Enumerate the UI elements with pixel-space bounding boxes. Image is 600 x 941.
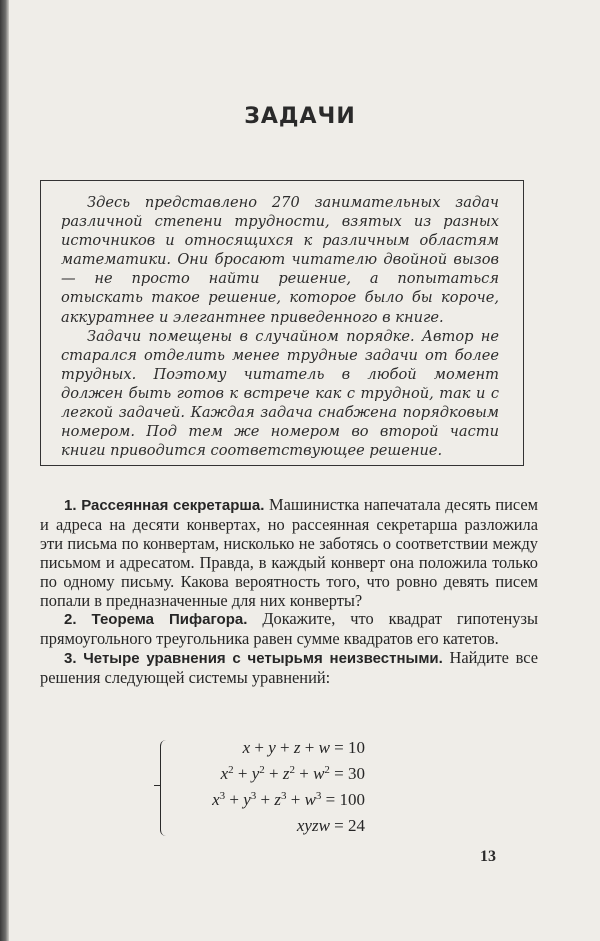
equation-3-rhs: 100: [339, 790, 365, 809]
equation-1-rhs: 10: [348, 738, 365, 757]
equation-2-rhs: 30: [348, 764, 365, 783]
problem-3-title: 3. Четыре уравнения с четырьмя неизвестными.: [64, 650, 443, 668]
page-number: 13: [480, 848, 496, 865]
page-heading: ЗАДАЧИ: [244, 104, 356, 129]
intro-paragraph-2: Задачи помещены в случайном порядке. Автор не старался отделить менее трудные задачи от более трудных. Поэтому читатель в любой момент должен быть готов к встрече как с трудной, так и с легкой задачей. Каждая задача снабжена порядковым номером. Под тем же номером во второй части книги приводится соответствующее решение.: [61, 327, 499, 460]
problem-3-text: Найдите все решения следующей системы уравнений:: [40, 648, 539, 688]
equation-4-rhs: 24: [348, 816, 365, 835]
problem-2: [40, 610, 538, 649]
equation-3: $x^3 + y^3 + z^3 + w^3 = 100$: [212, 790, 365, 809]
intro-box: [40, 180, 524, 466]
scan-edge-shadow: [0, 0, 9, 941]
equation-2: $x^2 + y^2 + z^2 + w^2 = 30$: [220, 764, 365, 783]
system-brace: [160, 740, 171, 836]
equation-system: [160, 738, 380, 838]
equation-1: x + y + z + w = 10: [242, 738, 365, 757]
problem-1-text: Машинистка напечатала десять писем и адреса на десяти конвертах, но рассеянная секретарша разложила эти письма по конвертам, нисколько не заботясь о соответствии между письмом и адресатом. Правда, в каждый конверт она положила только по одному письму. Какова вероятность того, что ровно девять писем попали в предназначенные для них конверты?: [40, 495, 538, 610]
problem-2-title: 2. Теорема Пифагора.: [64, 611, 248, 629]
problem-3: [40, 649, 538, 688]
problem-1-title: 1. Рассеянная секретарша.: [64, 497, 265, 514]
equation-4: xyzw = 24: [296, 816, 365, 835]
intro-paragraph-1: Здесь представлено 270 занимательных задач различной степени трудности, взятых из разных источников и относящихся к различным областям математики. Они бросают читателю двойной вызов — не просто найти решение, а попытаться отыскать такое решение, которое было бы короче, аккуратнее и элегантнее приведенного в книге.: [61, 194, 499, 326]
problem-list: [40, 496, 538, 688]
equation-4-lhs: xyzw: [296, 816, 330, 835]
problem-2-text: Докажите, что квадрат гипотенузы прямоугольного треугольника равен сумме квадратов его катетов.: [40, 609, 538, 649]
system-brace-tip: [154, 785, 160, 786]
problem-1: [40, 496, 538, 610]
